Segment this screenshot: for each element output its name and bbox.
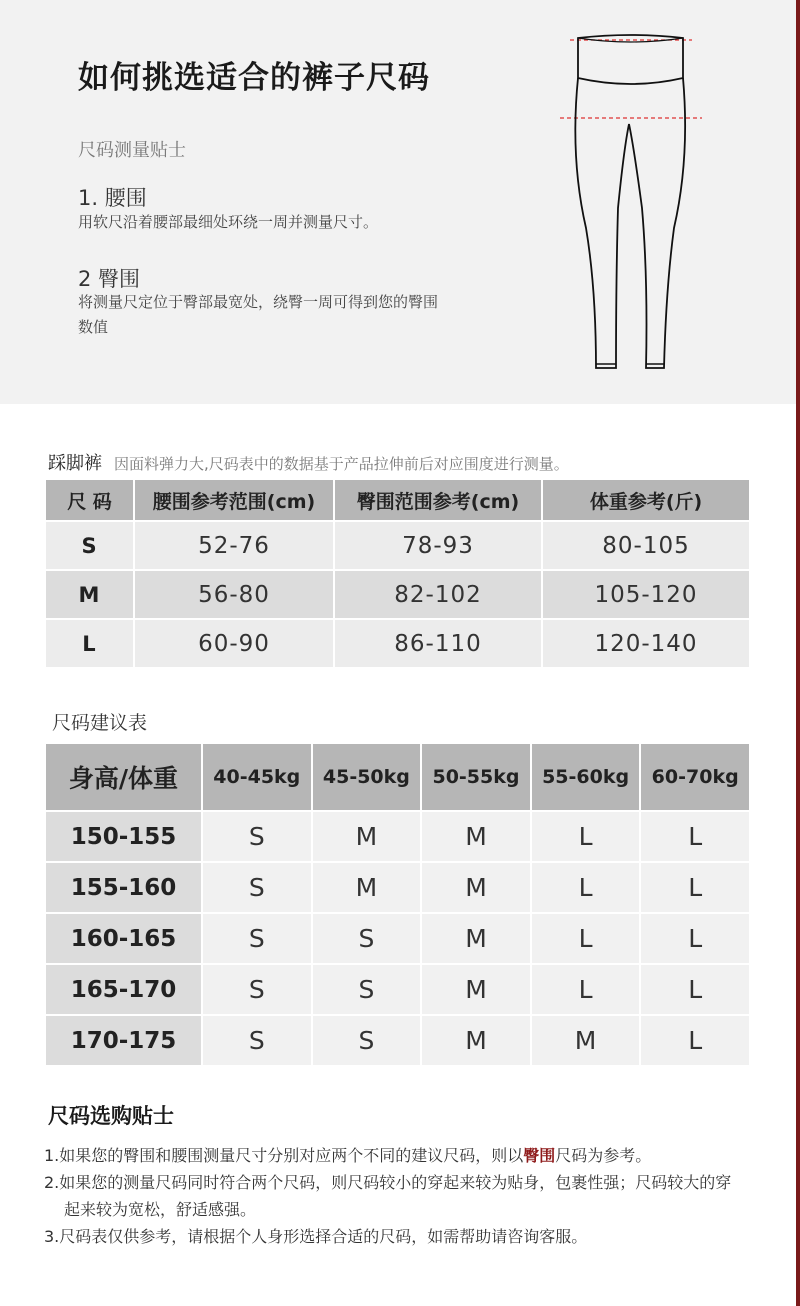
table-row — [45, 811, 750, 862]
size-cell: S — [202, 964, 312, 1015]
size-cell: L — [640, 811, 750, 862]
size-table — [44, 478, 751, 669]
size-cell: S — [312, 964, 422, 1015]
size-table-note: 因面料弹力大,尺码表中的数据基于产品拉伸前后对应围度进行测量。 — [114, 455, 569, 473]
height-cell: 165-170 — [45, 964, 202, 1015]
size-cell: L — [640, 862, 750, 913]
size-cell: S — [202, 1015, 312, 1066]
size-cell: S — [312, 1015, 422, 1066]
size-table-header — [48, 449, 569, 475]
size-cell: M — [45, 570, 134, 619]
buying-tips-list — [44, 1142, 734, 1250]
size-cell: L — [531, 862, 641, 913]
size-cell: M — [421, 913, 531, 964]
col-header-waist: 腰围参考范围(cm) — [134, 479, 334, 521]
size-cell: M — [312, 811, 422, 862]
table-row — [45, 1015, 750, 1066]
buying-tip-1 — [44, 1142, 734, 1169]
weight-cell: 80-105 — [542, 521, 750, 570]
table-row — [45, 521, 750, 570]
waist-cell: 52-76 — [134, 521, 334, 570]
weight-col-header: 55-60kg — [531, 743, 641, 811]
buying-tip-3: 3.尺码表仅供参考，请根据个人身形选择合适的尺码，如需帮助请咨询客服。 — [44, 1227, 588, 1246]
weight-col-header: 45-50kg — [312, 743, 422, 811]
height-weight-corner: 身高/体重 — [45, 743, 202, 811]
hip-highlight: 臀围 — [523, 1146, 556, 1165]
height-cell: 160-165 — [45, 913, 202, 964]
weight-cell: 120-140 — [542, 619, 750, 668]
size-cell: S — [202, 862, 312, 913]
waist-tip-heading: 1. 腰围 — [78, 186, 147, 210]
weight-cell: 105-120 — [542, 570, 750, 619]
weight-col-header: 60-70kg — [640, 743, 750, 811]
size-cell: S — [312, 913, 422, 964]
table-row — [45, 862, 750, 913]
size-advice-table — [44, 742, 751, 1067]
hip-tip-heading: 2 臀围 — [78, 267, 141, 291]
size-cell: M — [312, 862, 422, 913]
weight-col-header: 40-45kg — [202, 743, 312, 811]
table-row — [45, 570, 750, 619]
waist-tip-text: 用软尺沿着腰部最细处环绕一周并测量尺寸。 — [78, 213, 379, 231]
size-cell: M — [531, 1015, 641, 1066]
size-cell: S — [45, 521, 134, 570]
size-cell: L — [531, 913, 641, 964]
waist-cell: 60-90 — [134, 619, 334, 668]
hip-cell: 82-102 — [334, 570, 542, 619]
size-cell: L — [531, 811, 641, 862]
size-cell: M — [421, 1015, 531, 1066]
size-cell: L — [640, 964, 750, 1015]
size-cell: S — [202, 811, 312, 862]
table-row — [45, 964, 750, 1015]
size-cell: L — [640, 913, 750, 964]
col-header-weight: 体重参考(斤) — [542, 479, 750, 521]
advice-table-header-row — [45, 743, 750, 811]
waist-cell: 56-80 — [134, 570, 334, 619]
leggings-measurement-icon — [556, 28, 706, 380]
advice-table-label: 尺码建议表 — [52, 712, 148, 734]
right-edge-bar — [796, 0, 800, 1306]
weight-col-header: 50-55kg — [421, 743, 531, 811]
hip-cell: 86-110 — [334, 619, 542, 668]
height-cell: 155-160 — [45, 862, 202, 913]
buying-tip-2: 2.如果您的测量尺码同时符合两个尺码，则尺码较小的穿起来较为贴身，包裹性强；尺码较大的穿起来较为宽松，舒适感强。 — [44, 1173, 732, 1219]
hip-cell: 78-93 — [334, 521, 542, 570]
size-table-header-row — [45, 479, 750, 521]
buying-tips-title: 尺码选购贴士 — [48, 1104, 174, 1128]
size-cell: M — [421, 811, 531, 862]
size-cell: M — [421, 862, 531, 913]
size-cell: L — [531, 964, 641, 1015]
col-header-hip: 臀围范围参考(cm) — [334, 479, 542, 521]
table-row — [45, 913, 750, 964]
measurement-tips-subtitle: 尺码测量贴士 — [78, 140, 186, 161]
page-title: 如何挑选适合的裤子尺码 — [78, 60, 430, 96]
size-cell: M — [421, 964, 531, 1015]
height-cell: 150-155 — [45, 811, 202, 862]
size-cell: L — [45, 619, 134, 668]
hip-tip-text: 将测量尺定位于臀部最宽处，绕臀一周可得到您的臀围数值 — [78, 293, 439, 336]
size-cell: L — [640, 1015, 750, 1066]
tip-text: 1.如果您的臀围和腰围测量尺寸分别对应两个不同的建议尺码，则以 — [44, 1146, 524, 1165]
table-row — [45, 619, 750, 668]
size-table-label: 踩脚裤 — [48, 453, 102, 474]
col-header-size: 尺 码 — [45, 479, 134, 521]
height-cell: 170-175 — [45, 1015, 202, 1066]
tip-text: 尺码为参考。 — [555, 1146, 652, 1165]
size-cell: S — [202, 913, 312, 964]
measurement-guide-section — [0, 0, 796, 404]
